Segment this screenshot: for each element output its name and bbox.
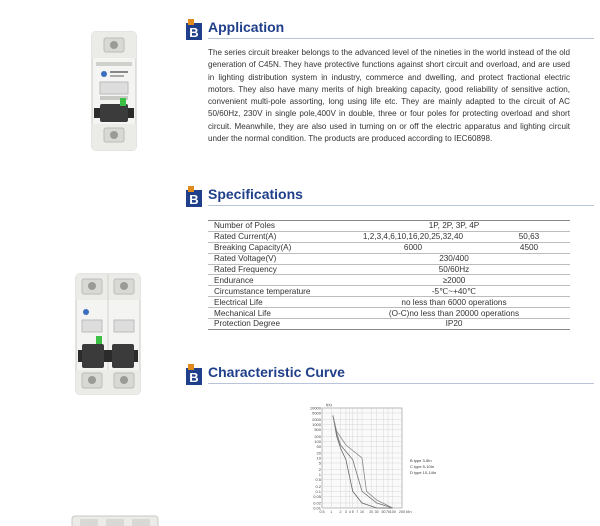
legend-entry: D type 10-14In <box>410 470 437 475</box>
x-tick-label: 5 <box>351 510 354 514</box>
x-tick-label: 4 <box>348 510 351 514</box>
y-tick-label: 10 <box>316 455 321 461</box>
table-row <box>208 231 570 242</box>
svg-text:B: B <box>189 192 199 207</box>
b-badge-icon <box>186 19 204 41</box>
table-row <box>208 286 570 297</box>
x-tick-label: 30 <box>374 510 379 514</box>
spec-label: Electrical Life <box>208 297 338 308</box>
spec-value-b: 4500 <box>488 242 570 253</box>
divider <box>208 205 594 206</box>
svg-text:B: B <box>189 370 199 385</box>
table-row <box>208 275 570 286</box>
x-tick-label: 0.5 <box>319 510 325 514</box>
characteristic-title: Characteristic Curve <box>208 364 345 380</box>
spec-label: Number of Poles <box>208 221 338 232</box>
spec-label: Endurance <box>208 275 338 286</box>
spec-value: 1P, 2P, 3P, 4P <box>338 221 570 232</box>
table-row <box>208 264 570 275</box>
x-tick-label: 100 <box>389 510 396 514</box>
y-tick-label: 10000 <box>309 405 321 411</box>
spec-value-a: 6000 <box>338 242 488 253</box>
y-tick-label: 2000 <box>312 417 321 423</box>
spec-value: -5℃~+40℃ <box>338 286 570 297</box>
x-tick-label: 2 <box>339 510 342 514</box>
table-row <box>208 297 570 308</box>
x-tick-label: 10 <box>360 510 364 514</box>
spec-label: Rated Voltage(V) <box>208 253 338 264</box>
application-text: The series circuit breaker belongs to the advanced level of the nineties in the world instead of the old generation of C45N. They have protective functions against short circuit and overload, and are used in lighting distribution system in industry, commerce and dwelling, and protect fractional electric motors. They also have many merits of high breaking capacity, good reliability of sensitive action, convenient multi-pole assorting, long using life etc. They are mainly adapted to the circuit of AC 50/60Hz, 230V in single pole,400V in double, three or four poles for protecting overload and short circuit. Meanwhile, they are also used in turning on or off the electric apparatus and lighting circuit under the normal condition. The products are produced according to IEC60898. <box>208 48 570 144</box>
y-tick-label: 0.02 <box>313 500 321 506</box>
x-axis-label: I/In <box>406 509 412 514</box>
y-tick-label: 500 <box>314 427 321 433</box>
y-tick-label: 20 <box>316 450 321 456</box>
x-tick-label: 200 <box>399 510 405 514</box>
x-tick-label: 1 <box>330 510 333 514</box>
spec-value: 50/60Hz <box>338 264 570 275</box>
table-row <box>208 221 570 232</box>
y-tick-label: 5 <box>318 460 321 466</box>
y-tick-label: 0.01 <box>313 505 321 511</box>
svg-text:B: B <box>189 25 199 40</box>
y-tick-label: 100 <box>314 438 321 444</box>
y-tick-label: 0.5 <box>315 477 321 483</box>
table-row <box>208 319 570 330</box>
spec-value-a: 1,2,3,4,6,10,16,20,25,32,40 <box>338 231 488 242</box>
y-axis-label: t(s) <box>326 402 332 407</box>
y-tick-label: 50 <box>316 443 321 449</box>
spec-label: Mechanical Life <box>208 308 338 319</box>
spec-value: IP20 <box>338 319 570 330</box>
y-tick-label: 0.2 <box>315 483 321 489</box>
x-tick-label: 3 <box>344 510 347 514</box>
divider <box>208 383 594 384</box>
spec-label: Circumstance temperature <box>208 286 338 297</box>
multi-pole-breaker-image <box>70 514 160 526</box>
x-tick-label: 7 <box>356 510 359 514</box>
legend-entry: C type 5-10In <box>410 464 435 469</box>
x-tick-label: 50 <box>381 510 386 514</box>
single-pole-breaker-image <box>86 28 142 152</box>
specifications-title: Specifications <box>208 186 303 202</box>
table-row <box>208 242 570 253</box>
spec-label: Breaking Capacity(A) <box>208 242 338 253</box>
y-tick-label: 1 <box>318 472 321 478</box>
application-title: Application <box>208 19 285 35</box>
b-badge-icon <box>186 364 204 386</box>
spec-value: no less than 6000 operations <box>338 297 570 308</box>
y-tick-label: 5000 <box>312 410 321 416</box>
spec-value: (O-C)no less than 20000 operations <box>338 308 570 319</box>
table-row <box>208 253 570 264</box>
spec-label: Rated Frequency <box>208 264 338 275</box>
spec-label: Protection Degree <box>208 319 338 330</box>
divider <box>208 38 594 39</box>
spec-value: 230/400 <box>338 253 570 264</box>
spec-value: ≥2000 <box>338 275 570 286</box>
characteristic-curve-chart <box>300 400 437 520</box>
spec-value-b: 50,63 <box>488 231 570 242</box>
x-tick-label: 20 <box>369 510 374 514</box>
y-tick-label: 1000 <box>312 422 321 428</box>
specifications-table <box>208 220 570 330</box>
b-badge-icon <box>186 186 204 208</box>
table-row <box>208 308 570 319</box>
y-tick-label: 200 <box>314 433 321 439</box>
legend-entry: B type 3-5In <box>410 458 432 463</box>
y-tick-label: 2 <box>318 467 321 473</box>
y-tick-label: 0.05 <box>313 493 321 499</box>
spec-label: Rated Current(A) <box>208 231 338 242</box>
y-tick-label: 0.1 <box>315 488 321 494</box>
double-pole-breaker-image <box>70 270 146 398</box>
x-tick-label: 70 <box>385 510 390 514</box>
application-paragraph <box>208 47 570 145</box>
